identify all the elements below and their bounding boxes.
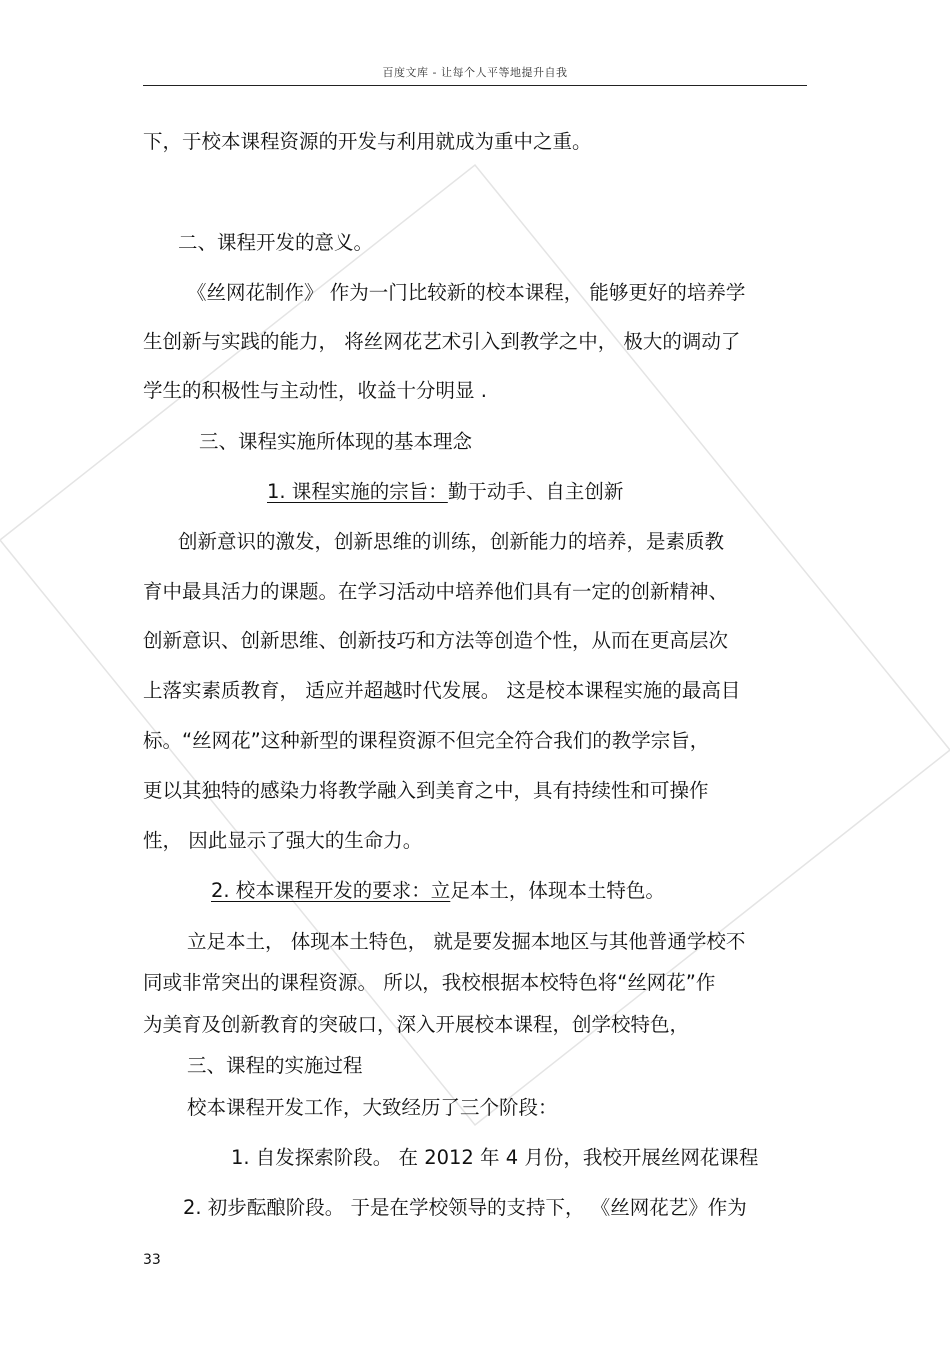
paragraph-line: 《丝网花制作》 作为一门比较新的校本课程， 能够更好的培养学 (187, 281, 746, 304)
paragraph-line: 下，于校本课程资源的开发与利用就成为重中之重。 (143, 130, 592, 153)
paragraph-line: 为美育及创新教育的突破口，深入开展校本课程，创学校特色， (143, 1013, 690, 1036)
page-number: 33 (143, 1252, 161, 1268)
paragraph-line: 上落实素质教育， 适应并超越时代发展。 这是校本课程实施的最高目 (143, 679, 741, 702)
section-heading: 三、课程的实施过程 (187, 1054, 363, 1077)
paragraph-line: 标。“丝网花”这种新型的课程资源不但完全符合我们的教学宗旨， (143, 729, 710, 752)
subheading-text: 足本土，体现本土特色。 (450, 879, 665, 902)
section-heading: 三、课程实施所体现的基本理念 (199, 430, 473, 453)
paragraph-line: 立足本土， 体现本土特色， 就是要发掘本地区与其他普通学校不 (187, 930, 746, 953)
list-item: 1. 自发探索阶段。 在 2012 年 4 月份，我校开展丝网花课程 (231, 1146, 759, 1169)
header-divider (143, 85, 807, 86)
underlined-label: 2. 校本课程开发的要求：立 (211, 879, 451, 902)
page-header: 百度文库 - 让每个人平等地提升自我 (382, 66, 568, 79)
subheading-text: 勤于动手、自主创新 (447, 480, 624, 503)
paragraph-line: 更以其独特的感染力将教学融入到美育之中，具有持续性和可操作 (143, 779, 709, 802)
paragraph-line: 同或非常突出的课程资源。 所以，我校根据本校特色将“丝网花”作 (143, 971, 716, 994)
paragraph-line: 创新意识、创新思维、创新技巧和方法等创造个性，从而在更高层次 (143, 629, 729, 652)
paragraph-line: 校本课程开发工作，大致经历了三个阶段： (187, 1096, 558, 1119)
paragraph-line: 性， 因此显示了强大的生命力。 (143, 829, 423, 852)
paragraph-line: 学生的积极性与主动性，收益十分明显 . (143, 379, 487, 402)
paragraph-line: 生创新与实践的能力， 将丝网花艺术引入到教学之中， 极大的调动了 (143, 330, 741, 353)
paragraph-line: 育中最具活力的课题。在学习活动中培养他们具有一定的创新精神、 (143, 580, 729, 603)
underlined-label: 1. 课程实施的宗旨： (267, 480, 448, 503)
subheading-line (267, 480, 623, 504)
subheading-line (211, 879, 665, 903)
paragraph-line: 创新意识的激发，创新思维的训练，创新能力的培养，是素质教 (178, 530, 725, 553)
section-heading: 二、课程开发的意义。 (178, 231, 374, 254)
list-item: 2. 初步酝酿阶段。 于是在学校领导的支持下， 《丝网花艺》作为 (183, 1196, 747, 1219)
